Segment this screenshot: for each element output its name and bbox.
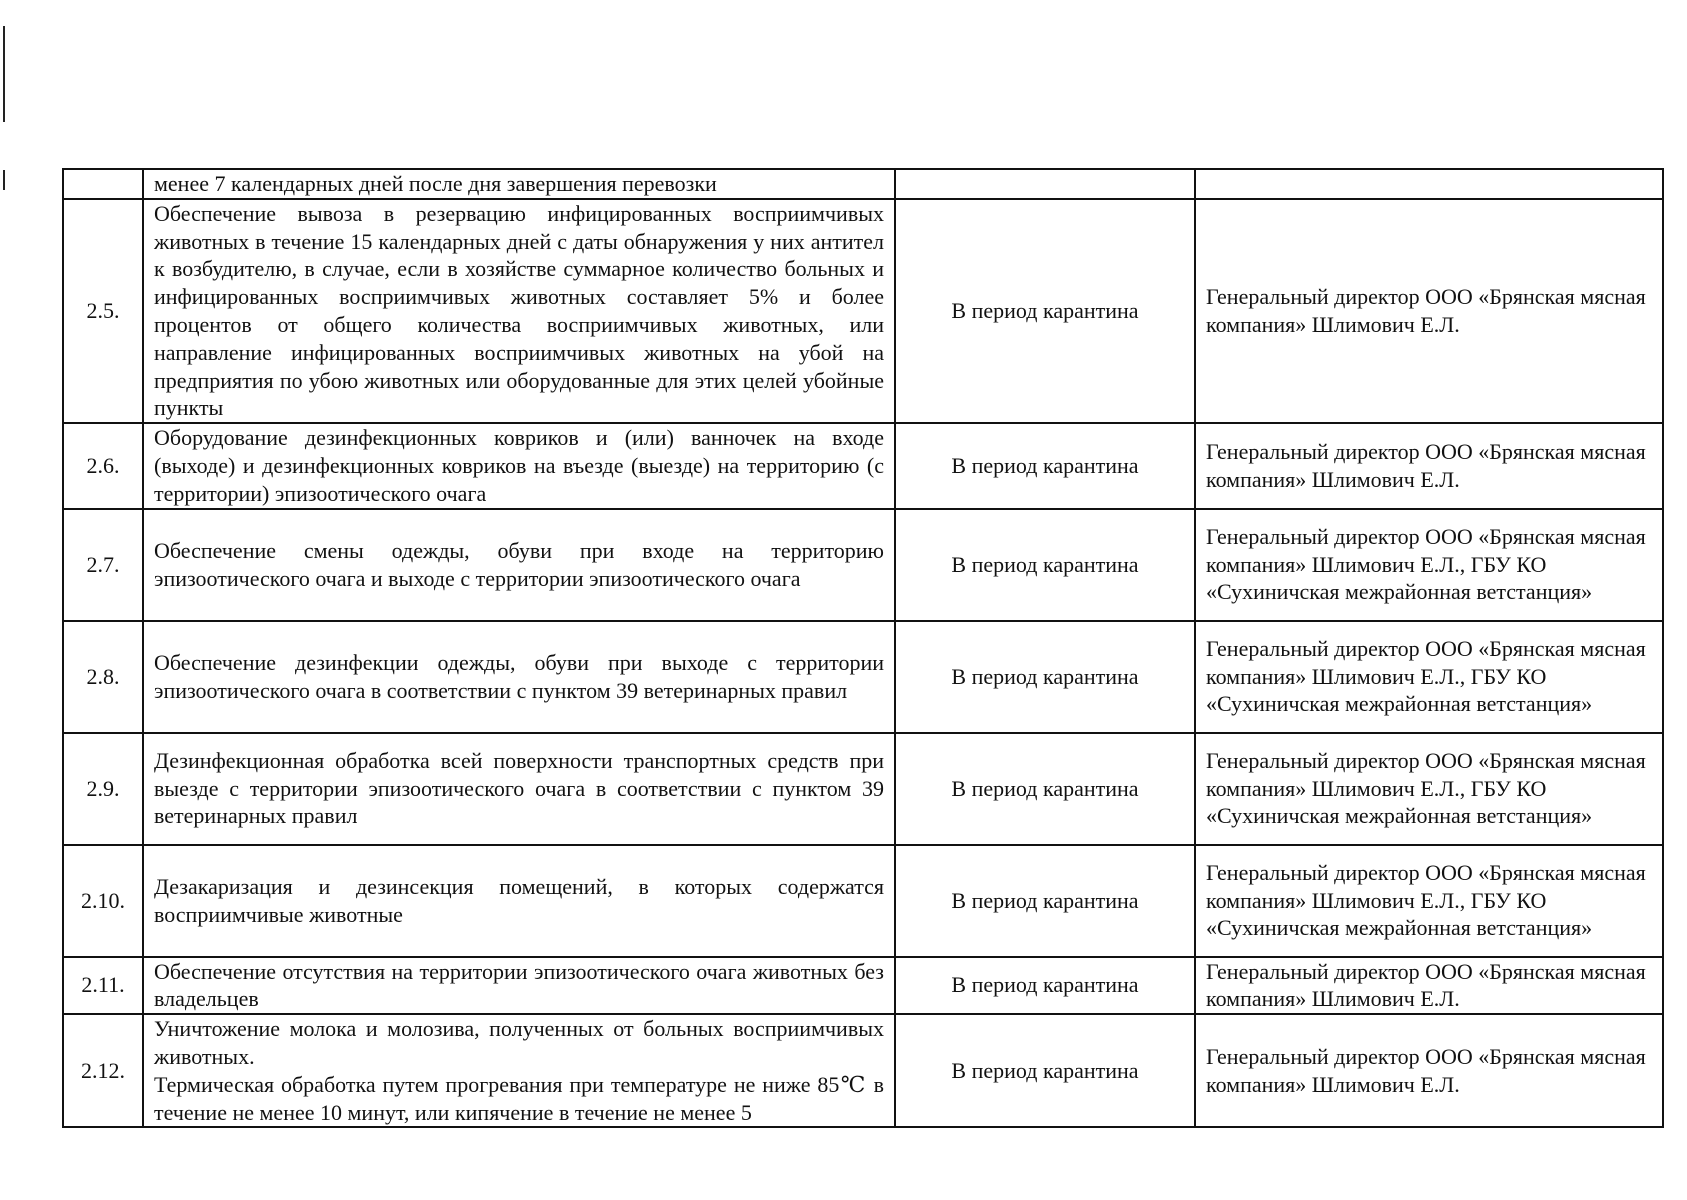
table-row xyxy=(63,621,1663,733)
measure-term xyxy=(895,169,1195,199)
measures-table xyxy=(62,168,1664,1128)
measure-term: В период карантина xyxy=(895,845,1195,957)
table-row xyxy=(63,733,1663,845)
measure-responsible: Генеральный директор ООО «Брянская мясная компания» Шлимович Е.Л. xyxy=(1195,957,1663,1015)
measure-description xyxy=(143,733,895,845)
row-number: 2.9. xyxy=(63,733,143,845)
row-number: 2.7. xyxy=(63,509,143,621)
measure-responsible xyxy=(1195,169,1663,199)
measure-description xyxy=(143,1014,895,1127)
measure-responsible: Генеральный директор ООО «Брянская мясная компания» Шлимович Е.Л., ГБУ КО «Сухиничская межрайонная ветстанция» xyxy=(1195,509,1663,621)
table-row xyxy=(63,199,1663,423)
measure-term: В период карантина xyxy=(895,957,1195,1015)
measure-description xyxy=(143,169,895,199)
binding-margin-mark xyxy=(3,170,5,190)
description-paragraph: Дезинфекционная обработка всей поверхности транспортных средств при выезде с территории эпизоотического очага в соответствии с пунктом 39 ветеринарных правил xyxy=(154,747,884,829)
measure-term: В период карантина xyxy=(895,621,1195,733)
measure-term: В период карантина xyxy=(895,509,1195,621)
measure-responsible: Генеральный директор ООО «Брянская мясная компания» Шлимович Е.Л. xyxy=(1195,1014,1663,1127)
measure-responsible: Генеральный директор ООО «Брянская мясная компания» Шлимович Е.Л., ГБУ КО «Сухиничская межрайонная ветстанция» xyxy=(1195,621,1663,733)
description-paragraph: Обеспечение дезинфекции одежды, обуви при выходе с территории эпизоотического очага в соответствии с пунктом 39 ветеринарных правил xyxy=(154,649,884,703)
measure-responsible: Генеральный директор ООО «Брянская мясная компания» Шлимович Е.Л., ГБУ КО «Сухиничская межрайонная ветстанция» xyxy=(1195,845,1663,957)
description-paragraph: Оборудование дезинфекционных ковриков и (или) ванночек на входе (выходе) и дезинфекционных ковриков на въезде (выезде) на территорию (с территории) эпизоотического очага xyxy=(154,425,884,506)
table-row xyxy=(63,509,1663,621)
description-paragraph: Обеспечение вывоза в резервацию инфицированных восприимчивых животных в течение 15 календарных дней с даты обнаружения у них антител к возбудителю, в случае, если в хозяйстве суммарное количество больных и инфицированных восприимчивых животных составляет 5% и более процентов от общего количества восприимчивых животных, или направление инфицированных восприимчивых животных на убой на предприятия по убою животных или оборудованные для этих целей убойные пункты xyxy=(154,200,884,421)
table-row xyxy=(63,169,1663,199)
description-paragraph: Обеспечение смены одежды, обуви при входе на территорию эпизоотического очага и выходе с территории эпизоотического очага xyxy=(154,537,884,591)
measure-term: В период карантина xyxy=(895,1014,1195,1127)
binding-margin-mark xyxy=(3,26,5,122)
measure-term: В период карантина xyxy=(895,733,1195,845)
row-number: 2.10. xyxy=(63,845,143,957)
row-number: 2.8. xyxy=(63,621,143,733)
description-paragraph: Термическая обработка путем прогревания при температуре не ниже 85℃ в течение не менее 10 минут, или кипячение в течение не менее 5 xyxy=(154,1071,884,1125)
measure-responsible: Генеральный директор ООО «Брянская мясная компания» Шлимович Е.Л. xyxy=(1195,199,1663,423)
measure-responsible: Генеральный директор ООО «Брянская мясная компания» Шлимович Е.Л. xyxy=(1195,423,1663,508)
table-row xyxy=(63,423,1663,508)
measure-term: В период карантина xyxy=(895,423,1195,508)
description-paragraph: Уничтожение молока и молозива, полученных от больных восприимчивых животных. xyxy=(154,1016,884,1069)
measure-term: В период карантина xyxy=(895,199,1195,423)
description-paragraph: Обеспечение отсутствия на территории эпизоотического очага животных без владельцев xyxy=(154,958,884,1012)
row-number: 2.6. xyxy=(63,423,143,508)
row-number: 2.11. xyxy=(63,957,143,1015)
measure-description xyxy=(143,423,895,508)
description-paragraph: менее 7 календарных дней после дня завершения перевозки xyxy=(154,171,717,196)
measure-description xyxy=(143,957,895,1015)
table-row xyxy=(63,1014,1663,1127)
measure-description xyxy=(143,845,895,957)
row-number xyxy=(63,169,143,199)
measure-description xyxy=(143,199,895,423)
measure-description xyxy=(143,509,895,621)
row-number: 2.5. xyxy=(63,199,143,423)
measure-responsible: Генеральный директор ООО «Брянская мясная компания» Шлимович Е.Л., ГБУ КО «Сухиничская межрайонная ветстанция» xyxy=(1195,733,1663,845)
table-row xyxy=(63,957,1663,1015)
table-row xyxy=(63,845,1663,957)
measure-description xyxy=(143,621,895,733)
description-paragraph: Дезакаризация и дезинсекция помещений, в которых содержатся восприимчивые животные xyxy=(154,873,884,927)
row-number: 2.12. xyxy=(63,1014,143,1127)
